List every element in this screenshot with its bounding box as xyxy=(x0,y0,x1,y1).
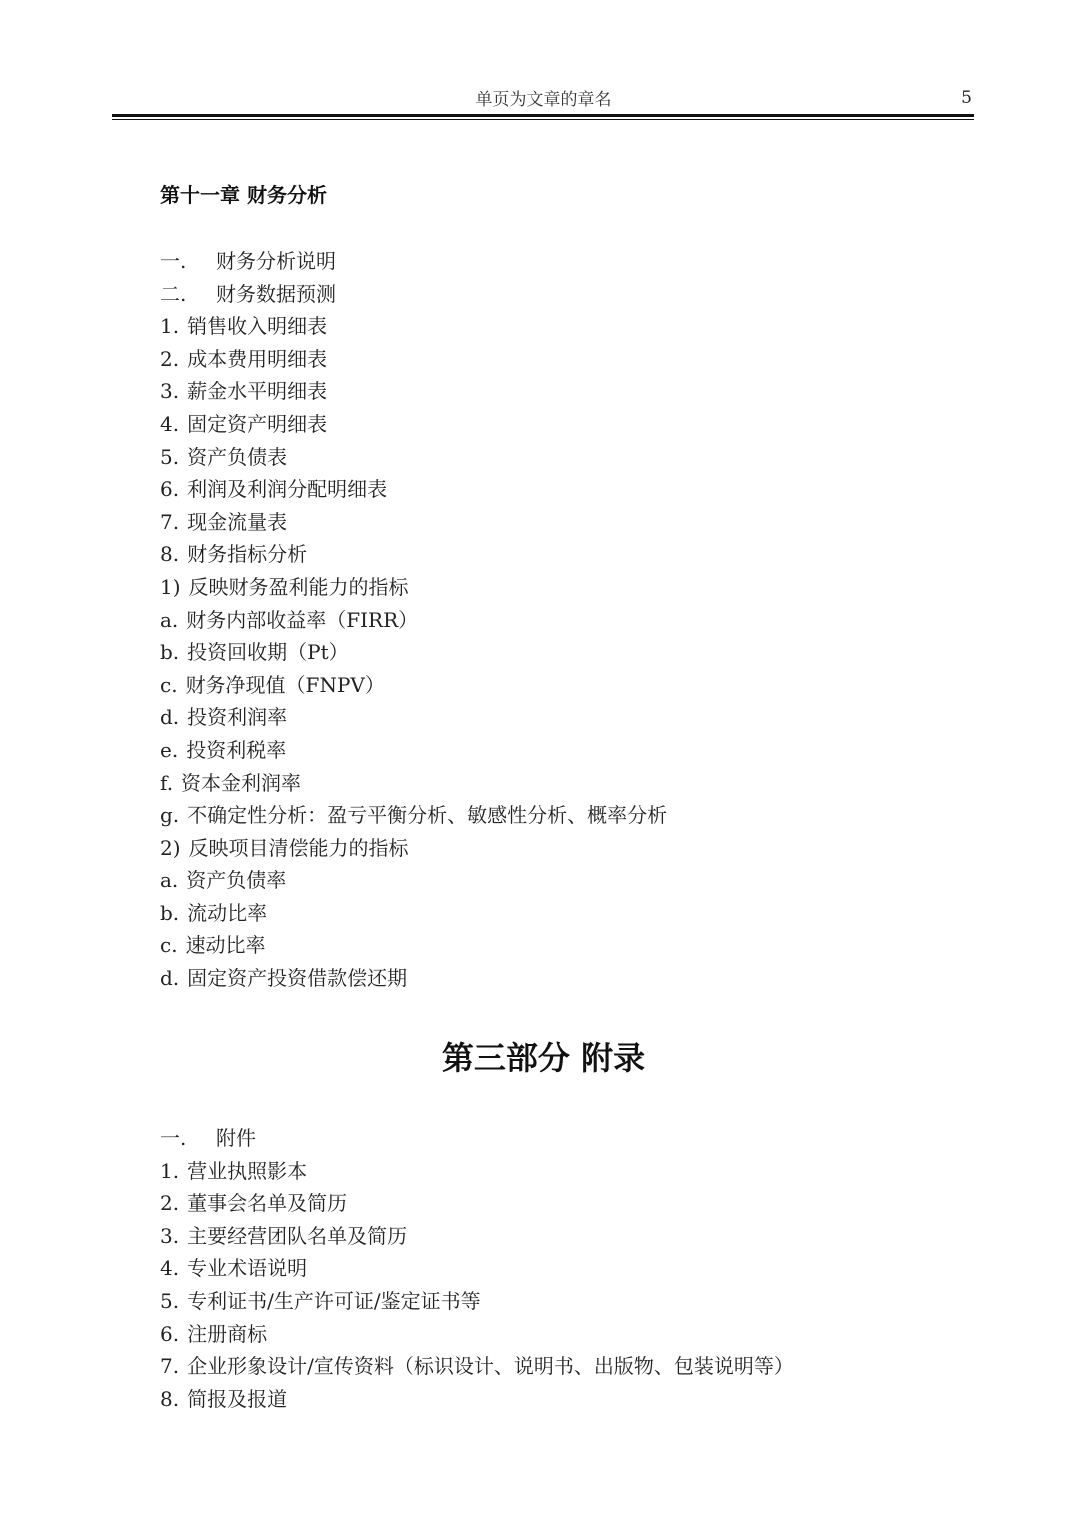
outline-item-number: f. xyxy=(160,770,174,795)
outline-item-text: 营业执照影本 xyxy=(187,1158,308,1183)
outline-item-number: 6. xyxy=(160,477,180,502)
outline-item-number: 7. xyxy=(160,509,180,534)
outline-item-number: 一. xyxy=(160,1126,187,1150)
outline-item-text: 反映财务盈利能力的指标 xyxy=(188,574,409,599)
outline-item xyxy=(160,1350,794,1383)
outline-item xyxy=(160,929,667,962)
outline-item xyxy=(160,962,667,995)
outline-item-number: 二. xyxy=(160,281,187,306)
outline-item xyxy=(160,1318,794,1351)
outline-item xyxy=(160,278,667,311)
outline-item xyxy=(160,441,667,474)
outline-item-number: 4. xyxy=(160,1256,180,1281)
outline-item-text: 流动比率 xyxy=(187,900,268,925)
outline-item-number: 5. xyxy=(160,1288,180,1313)
outline-item-text: 不确定性分析：盈亏平衡分析、敏感性分析、概率分析 xyxy=(187,803,668,828)
outline-item-number: d. xyxy=(160,705,180,730)
outline-item-number: 3. xyxy=(160,1223,180,1248)
outline-item xyxy=(160,604,667,637)
outline-item-text: 专利证书/生产许可证/鉴定证书等 xyxy=(187,1288,481,1313)
outline-item-text: 财务指标分析 xyxy=(187,542,308,567)
outline-item xyxy=(160,1383,794,1416)
outline-item-text: 财务净现值（FNPV） xyxy=(185,672,385,697)
outline-item xyxy=(160,1220,794,1253)
outline-item-text: 财务分析说明 xyxy=(216,249,336,273)
outline-item xyxy=(160,636,667,669)
outline-item-text: 资产负债表 xyxy=(187,444,288,469)
page-number: 5 xyxy=(961,88,972,108)
appendix-outline-list xyxy=(160,1122,794,1415)
outline-item-text: 注册商标 xyxy=(187,1321,268,1346)
outline-item xyxy=(160,571,667,604)
outline-item xyxy=(160,1285,794,1318)
outline-item xyxy=(160,1252,794,1285)
outline-item-number: 7. xyxy=(160,1354,180,1379)
outline-item-text: 资产负债率 xyxy=(186,868,287,893)
outline-item xyxy=(160,832,667,865)
outline-item xyxy=(160,701,667,734)
outline-item xyxy=(160,538,667,571)
chapter-title: 第十一章 财务分析 xyxy=(160,183,327,207)
outline-item-number: b. xyxy=(160,640,180,665)
outline-item xyxy=(160,734,667,767)
outline-item-number: 3. xyxy=(160,379,180,404)
outline-item-number: 1. xyxy=(160,314,180,339)
outline-item-number: e. xyxy=(160,737,179,762)
outline-item-number: 2. xyxy=(160,1191,180,1216)
outline-item-number: 1. xyxy=(160,1158,180,1183)
outline-item-text: 现金流量表 xyxy=(187,509,288,534)
running-header-title: 单页为文章的章名 xyxy=(475,90,612,110)
outline-item xyxy=(160,897,667,930)
outline-item-text: 速动比率 xyxy=(185,933,266,958)
outline-item-text: 投资利税率 xyxy=(186,737,287,762)
outline-item-text: 投资回收期（Pt） xyxy=(187,640,349,665)
outline-item xyxy=(160,767,667,800)
outline-item xyxy=(160,473,667,506)
outline-item-number: c. xyxy=(160,933,178,958)
outline-item-number: a. xyxy=(160,868,179,893)
outline-item-text: 成本费用明细表 xyxy=(187,346,328,371)
outline-item-text: 主要经营团队名单及简历 xyxy=(187,1223,408,1248)
chapter-outline-list xyxy=(160,245,667,995)
outline-item-number: 一. xyxy=(160,249,187,273)
part-title: 第三部分 附录 xyxy=(441,1039,646,1077)
outline-item xyxy=(160,408,667,441)
outline-item xyxy=(160,343,667,376)
outline-item-text: 固定资产投资借款偿还期 xyxy=(187,966,408,991)
outline-item-number: 5. xyxy=(160,444,180,469)
outline-item-text: 董事会名单及简历 xyxy=(187,1191,348,1216)
outline-item-text: 专业术语说明 xyxy=(187,1256,308,1281)
outline-item-text: 企业形象设计/宣传资料（标识设计、说明书、出版物、包装说明等） xyxy=(187,1354,794,1379)
outline-item-text: 销售收入明细表 xyxy=(187,314,328,339)
outline-item-text: 反映项目清偿能力的指标 xyxy=(188,835,409,860)
header-rule-thick xyxy=(112,114,974,117)
outline-item xyxy=(160,245,667,278)
outline-item-number: 4. xyxy=(160,411,180,436)
header-rule-thin xyxy=(112,119,974,120)
outline-item xyxy=(160,1187,794,1220)
outline-item xyxy=(160,799,667,832)
outline-item-number: 8. xyxy=(160,542,180,567)
outline-item-number: 1) xyxy=(160,574,181,599)
outline-item-number: 2. xyxy=(160,346,180,371)
outline-item-text: 附件 xyxy=(216,1126,256,1150)
outline-item-text: 财务数据预测 xyxy=(216,281,336,306)
outline-item xyxy=(160,310,667,343)
outline-item-number: g. xyxy=(160,803,180,828)
outline-item xyxy=(160,506,667,539)
outline-item-number: 8. xyxy=(160,1386,180,1411)
outline-item-number: 6. xyxy=(160,1321,180,1346)
outline-item xyxy=(160,1155,794,1188)
outline-item xyxy=(160,864,667,897)
outline-item-text: 薪金水平明细表 xyxy=(187,379,328,404)
outline-item xyxy=(160,375,667,408)
outline-item-number: d. xyxy=(160,966,180,991)
outline-item-text: 固定资产明细表 xyxy=(187,411,328,436)
outline-item-text: 利润及利润分配明细表 xyxy=(187,477,388,502)
outline-item-number: b. xyxy=(160,900,180,925)
outline-item xyxy=(160,669,667,702)
outline-item-number: 2) xyxy=(160,835,181,860)
outline-item-text: 简报及报道 xyxy=(187,1386,288,1411)
outline-item-text: 财务内部收益率（FIRR） xyxy=(186,607,419,632)
outline-item xyxy=(160,1122,794,1155)
outline-item-text: 投资利润率 xyxy=(187,705,288,730)
outline-item-number: a. xyxy=(160,607,179,632)
outline-item-number: c. xyxy=(160,672,178,697)
outline-item-text: 资本金利润率 xyxy=(181,770,302,795)
